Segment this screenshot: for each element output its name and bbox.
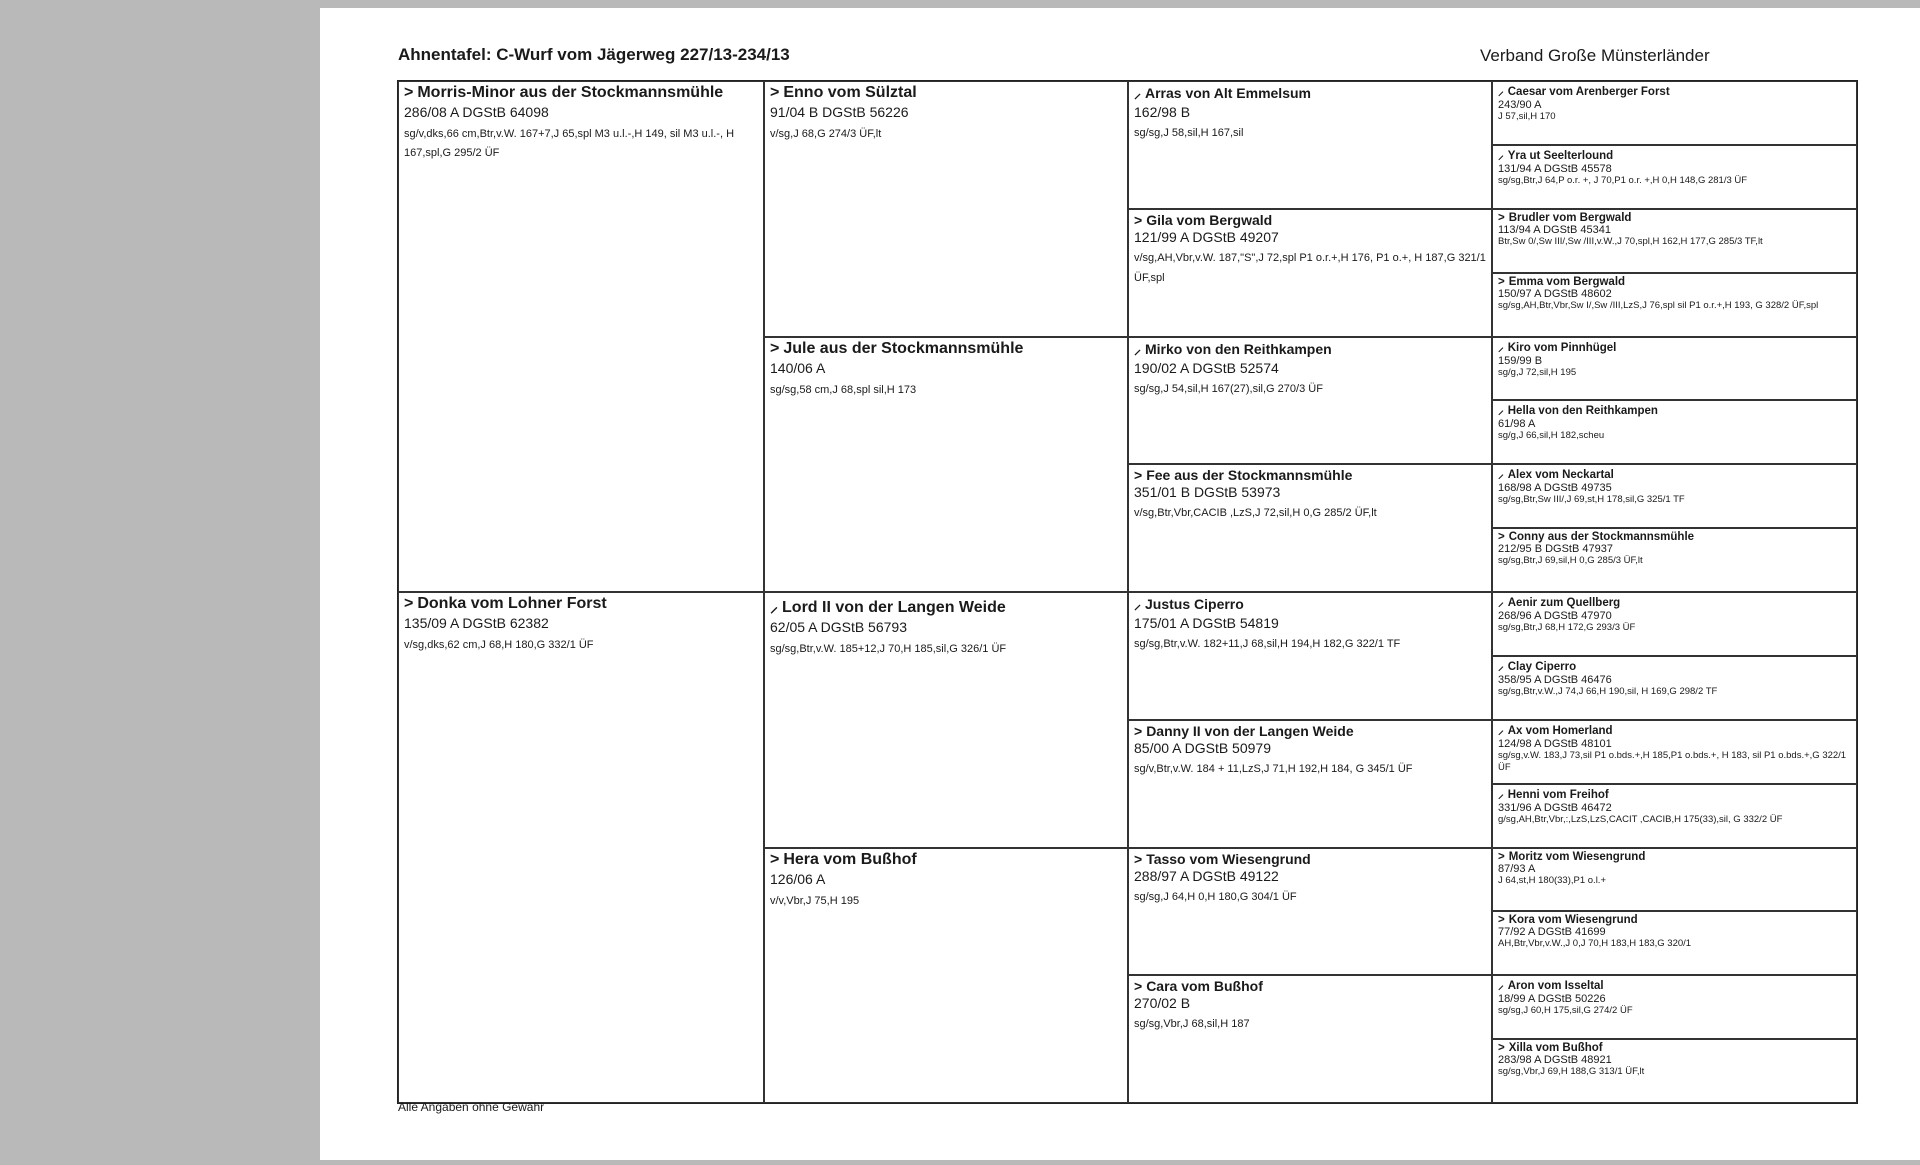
performance-info: sg/sg,Vbr,J 68,sil,H 187 (1134, 1018, 1250, 1031)
great-grandparent-cell (1128, 337, 1492, 465)
dog-name: Tasso vom Wiesengrund (1146, 850, 1311, 867)
dog-name: Caesar vom Arenberger Forst (1507, 86, 1670, 98)
performance-info: sg/sg,Btr,J 68,H 172,G 293/3 ÜF (1498, 622, 1636, 634)
performance-info: sg/sg,J 60,H 175,sil,G 274/2 ÜF (1498, 1005, 1633, 1017)
sex-mark: > (1134, 850, 1143, 867)
registration-number: 212/95 B DGStB 47937 (1498, 543, 1613, 556)
dog-name: Clay Ciperro (1507, 660, 1577, 673)
dog-name: Kiro vom Pinnhügel (1507, 341, 1617, 354)
registration-number: 162/98 B (1134, 104, 1191, 120)
registration-number: 175/01 A DGStB 54819 (1134, 615, 1279, 631)
dog-name: Jule aus der Stockmannsmühle (783, 339, 1024, 357)
performance-info: sg/sg,Btr,J 69,sil,H 0,G 285/3 ÜF,lt (1498, 555, 1643, 567)
sex-mark: ⸝ (1498, 788, 1504, 801)
performance-info: g/sg,AH,Btr,Vbr,:,LzS,LzS,CACIT ,CACIB,H 175(33),sil, G 332/2 ÜF (1498, 813, 1783, 825)
great-grandparent-cell (1128, 209, 1492, 337)
performance-info: sg/sg,Btr,v.W. 185+12,J 70,H 185,sil,G 326/1 ÜF (770, 643, 1007, 655)
dog-name: Brudler vom Bergwald (1508, 211, 1632, 224)
dog-name: Donka vom Lohner Forst (417, 595, 607, 612)
registration-number: 113/94 A DGStB 45341 (1498, 223, 1611, 236)
ancestor-cell (1492, 911, 1857, 975)
dog-name: Henni vom Freihof (1507, 788, 1609, 801)
sex-mark: > (1498, 1042, 1505, 1055)
registration-number: 243/90 A (1498, 99, 1542, 111)
sex-mark: > (1134, 467, 1143, 484)
sex-mark: > (770, 84, 780, 101)
ancestor-cell (1492, 145, 1857, 209)
sex-mark: > (770, 339, 780, 357)
dog-name: Hera vom Bußhof (783, 850, 917, 868)
dog-name: Yra ut Seelterlound (1507, 149, 1614, 162)
pedigree-title: Ahnentafel: C-Wurf vom Jägerweg 227/13-234/13 (398, 45, 790, 64)
grandparent-cell (764, 81, 1128, 337)
dog-name: Conny aus der Stockmannsmühle (1508, 531, 1695, 544)
registration-number: 268/96 A DGStB 47970 (1498, 610, 1612, 622)
sex-mark: > (1498, 850, 1505, 863)
ancestor-cell (1492, 273, 1857, 337)
sex-mark: > (770, 850, 780, 868)
performance-info: sg/sg,Btr,v.W. 182+11,J 68,sil,H 194,H 182,G 322/1 TF (1134, 638, 1401, 650)
registration-number: 61/98 A (1498, 418, 1536, 431)
sex-mark: ⸝ (1134, 596, 1141, 612)
ancestor-cell (1492, 848, 1857, 912)
registration-number: 351/01 B DGStB 53973 (1134, 484, 1281, 501)
performance-info: sg/sg,Vbr,J 69,H 188,G 313/1 ÜF,lt (1498, 1066, 1645, 1078)
dog-name: Alex vom Neckartal (1507, 469, 1614, 482)
sex-mark: ⸝ (1498, 86, 1504, 98)
sire-cell (398, 81, 764, 592)
great-grandparent-cell (1128, 464, 1492, 592)
dog-name: Cara vom Bußhof (1146, 978, 1263, 995)
registration-number: 140/06 A (770, 359, 826, 376)
sex-mark: ⸝ (1498, 980, 1504, 993)
performance-info: sg/sg,J 64,H 0,H 180,G 304/1 ÜF (1134, 890, 1297, 903)
sex-mark: ⸝ (1134, 340, 1141, 357)
dog-name: Moritz vom Wiesengrund (1508, 850, 1646, 863)
ancestor-cell (1492, 528, 1857, 592)
dog-name: Lord II von der Langen Weide (782, 599, 1006, 616)
dog-name: Enno vom Sülztal (783, 84, 917, 101)
performance-info: sg/sg,Btr,J 64,P o.r. +, J 70,P1 o.r. +,H 0,H 148,G 281/3 ÜF (1498, 174, 1748, 186)
disclaimer: Alle Angaben ohne Gewähr (398, 1100, 545, 1114)
sex-mark: > (1498, 531, 1505, 544)
dog-name: Justus Ciperro (1145, 596, 1244, 612)
performance-info: Btr,Sw 0/,Sw III/,Sw /III,v.W.,J 70,spl,H 162,H 177,G 285/3 TF,lt (1498, 235, 1763, 247)
performance-info: sg/sg,AH,Btr,Vbr,Sw I/,Sw /III,LzS,J 76,spl sil P1 o.r.+,H 193, G 328/2 ÜF,spl (1498, 299, 1819, 311)
sex-mark: > (1498, 211, 1505, 224)
sex-mark: ⸝ (1498, 724, 1504, 737)
great-grandparent-cell (1128, 81, 1492, 209)
dog-name: Aenir zum Quellberg (1507, 597, 1621, 609)
dog-name: Morris-Minor aus der Stockmannsmühle (417, 84, 724, 101)
registration-number: 87/93 A (1498, 862, 1536, 875)
great-grandparent-cell (1128, 848, 1492, 976)
sex-mark: > (404, 595, 414, 612)
sex-mark: > (1498, 914, 1505, 927)
sex-mark: ⸝ (1498, 597, 1504, 609)
performance-info: v/sg,J 68,G 274/3 ÜF,lt (770, 128, 882, 140)
sex-mark: ⸝ (1498, 341, 1504, 354)
sex-mark: ⸝ (1498, 660, 1504, 673)
registration-number: 135/09 A DGStB 62382 (404, 615, 549, 631)
performance-info: sg/v,dks,66 cm,Btr,v.W. 167+7,J 65,spl M3 u.l.-,H 149, sil M3 u.l.-, H 167,spl,G 295/2 ÜF (404, 128, 735, 160)
dog-name: Ax vom Homerland (1507, 724, 1613, 737)
dog-name: Mirko von den Reithkampen (1145, 340, 1332, 357)
ancestor-cell (1492, 975, 1857, 1039)
ancestor-cell (1492, 209, 1857, 273)
pedigree-table (397, 80, 1858, 1104)
performance-info: J 57,sil,H 170 (1498, 111, 1556, 123)
great-grandparent-cell (1128, 720, 1492, 848)
performance-info: AH,Btr,Vbr,v.W.,J 0,J 70,H 183,H 183,G 320/1 (1498, 938, 1692, 950)
sex-mark: > (1134, 978, 1143, 995)
performance-info: sg/sg,Btr,Sw III/,J 69,st,H 178,sil,G 325/1 TF (1498, 494, 1685, 506)
ancestor-cell (1492, 784, 1857, 848)
performance-info: sg/g,J 66,sil,H 182,scheu (1498, 430, 1605, 442)
great-grandparent-cell (1128, 592, 1492, 720)
sex-mark: ⸝ (770, 599, 779, 616)
sex-mark: > (1134, 211, 1143, 228)
ancestor-cell (1492, 720, 1857, 784)
dog-name: Fee aus der Stockmannsmühle (1146, 467, 1353, 484)
performance-info: sg/sg,v.W. 183,J 73,sil P1 o.bds.+,H 185,P1 o.bds.+, H 183, sil P1 o.bds.+,G 322/1 ÜF (1498, 749, 1847, 773)
ancestor-cell (1492, 592, 1857, 656)
grandparent-cell (764, 592, 1128, 848)
registration-number: 331/96 A DGStB 46472 (1498, 801, 1612, 814)
grandparent-cell (764, 337, 1128, 593)
registration-number: 283/98 A DGStB 48921 (1498, 1054, 1612, 1067)
registration-number: 288/97 A DGStB 49122 (1134, 867, 1279, 884)
performance-info: v/v,Vbr,J 75,H 195 (770, 894, 860, 907)
registration-number: 159/99 B (1498, 354, 1543, 367)
registration-number: 150/97 A DGStB 48602 (1498, 287, 1612, 300)
registration-number: 358/95 A DGStB 46476 (1498, 673, 1612, 686)
sex-mark: > (1134, 722, 1143, 739)
performance-info: sg/g,J 72,sil,H 195 (1498, 366, 1577, 378)
registration-number: 85/00 A DGStB 50979 (1134, 739, 1271, 756)
ancestor-cell (1492, 400, 1857, 464)
registration-number: 18/99 A DGStB 50226 (1498, 993, 1606, 1006)
performance-info: v/sg,AH,Vbr,v.W. 187,"S",J 72,spl P1 o.r.+,H 176, P1 o.+, H 187,G 321/1 ÜF,spl (1134, 251, 1486, 284)
dog-name: Hella von den Reithkampen (1507, 405, 1658, 418)
registration-number: 126/06 A (770, 870, 826, 887)
performance-info: sg/v,Btr,v.W. 184 + 11,LzS,J 71,H 192,H 184, G 345/1 ÜF (1134, 762, 1413, 775)
association-name: Verband Große Münsterländer (1480, 46, 1710, 65)
registration-number: 286/08 A DGStB 64098 (404, 104, 549, 120)
registration-number: 62/05 A DGStB 56793 (770, 619, 907, 635)
registration-number: 121/99 A DGStB 49207 (1134, 228, 1279, 245)
registration-number: 91/04 B DGStB 56226 (770, 104, 909, 120)
performance-info: sg/sg,J 58,sil,H 167,sil (1134, 127, 1244, 139)
performance-info: v/sg,Btr,Vbr,CACIB ,LzS,J 72,sil,H 0,G 285/2 ÜF,lt (1134, 507, 1377, 520)
sex-mark: > (1498, 275, 1505, 288)
dog-name: Danny II von der Langen Weide (1146, 722, 1354, 739)
dog-name: Arras von Alt Emmelsum (1145, 85, 1311, 101)
dog-name: Emma vom Bergwald (1508, 275, 1626, 288)
sex-mark: ⸝ (1498, 149, 1504, 162)
performance-info: sg/sg,Btr,v.W.,J 74,J 66,H 190,sil, H 169,G 298/2 TF (1498, 685, 1718, 697)
dog-name: Xilla vom Bußhof (1508, 1042, 1603, 1055)
performance-info: sg/sg,58 cm,J 68,spl sil,H 173 (770, 383, 917, 396)
dog-name: Gila vom Bergwald (1146, 211, 1273, 228)
ancestor-cell (1492, 464, 1857, 528)
registration-number: 131/94 A DGStB 45578 (1498, 162, 1612, 175)
dog-name: Kora vom Wiesengrund (1508, 914, 1638, 927)
performance-info: v/sg,dks,62 cm,J 68,H 180,G 332/1 ÜF (404, 639, 594, 651)
great-grandparent-cell (1128, 975, 1492, 1103)
registration-number: 270/02 B (1134, 995, 1191, 1012)
registration-number: 190/02 A DGStB 52574 (1134, 359, 1279, 376)
registration-number: 77/92 A DGStB 41699 (1498, 926, 1606, 939)
dam-cell (398, 592, 764, 1103)
ancestor-cell (1492, 656, 1857, 720)
registration-number: 168/98 A DGStB 49735 (1498, 482, 1612, 495)
sex-mark: ⸝ (1498, 405, 1504, 418)
ancestor-cell (1492, 1039, 1857, 1103)
ancestor-cell (1492, 81, 1857, 145)
dog-name: Aron vom Isseltal (1507, 980, 1604, 993)
performance-info: J 64,st,H 180(33),P1 o.l.+ (1498, 874, 1606, 886)
sex-mark: ⸝ (1498, 469, 1504, 482)
sex-mark: > (404, 84, 414, 101)
grandparent-cell (764, 848, 1128, 1104)
sex-mark: ⸝ (1134, 85, 1141, 101)
registration-number: 124/98 A DGStB 48101 (1498, 737, 1612, 750)
performance-info: sg/sg,J 54,sil,H 167(27),sil,G 270/3 ÜF (1134, 382, 1323, 395)
ancestor-cell (1492, 337, 1857, 401)
